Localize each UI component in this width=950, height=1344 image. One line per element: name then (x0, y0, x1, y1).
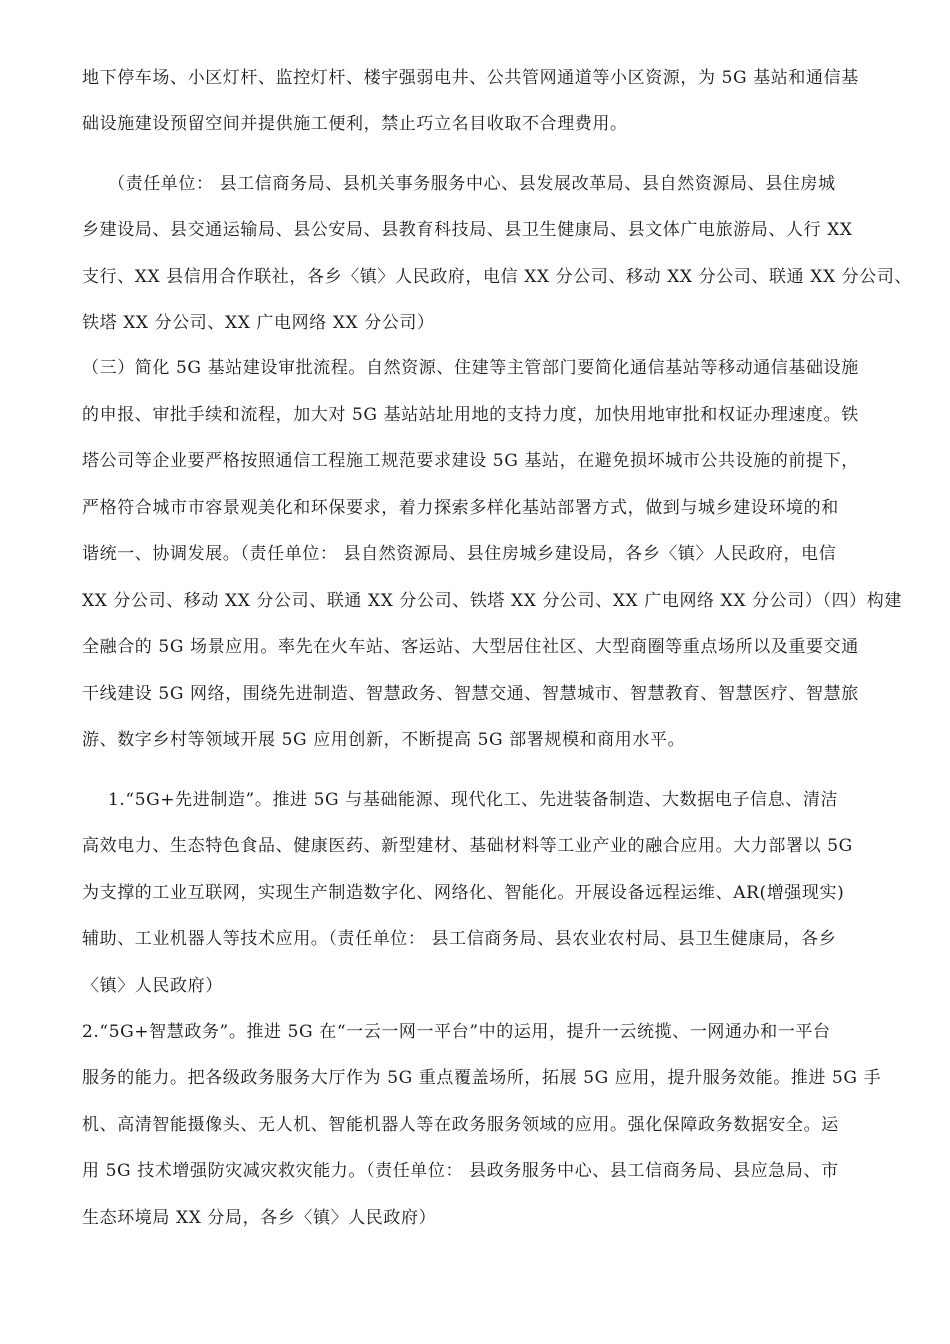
text-line: （三）简化 5G 基站建设审批流程。自然资源、住建等主管部门要简化通信基站等移动通信基础设施 (82, 358, 859, 378)
text-line: 用 5G 技术增强防灾减灾救灾能力。（责任单位： 县政务服务中心、县工信商务局、县应急局、市 (82, 1161, 839, 1181)
text-line: 高效电力、生态特色食品、健康医药、新型建材、基础材料等工业产业的融合应用。大力部署以 5G (82, 836, 853, 856)
text-line: 的申报、审批手续和流程，加大对 5G 基站站址用地的支持力度，加快用地审批和权证办理速度。铁 (82, 405, 859, 425)
text-line: （责任单位： 县工信商务局、县机关事务服务中心、县发展改革局、县自然资源局、县住房城 (108, 174, 836, 194)
text-line: 〈镇〉人民政府） (82, 976, 223, 996)
text-line: 谐统一、协调发展。（责任单位： 县自然资源局、县住房城乡建设局，各乡〈镇〉人民政府，电信 (82, 544, 837, 564)
text-line: 铁塔 XX 分公司、XX 广电网络 XX 分公司） (82, 313, 435, 333)
text-line: 辅助、工业机器人等技术应用。（责任单位： 县工信商务局、县农业农村局、县卫生健康局，各乡 (82, 929, 837, 949)
text-line: 塔公司等企业要严格按照通信工程施工规范要求建设 5G 基站，在避免损坏城市公共设施的前提下， (82, 451, 859, 471)
text-line: 严格符合城市市容景观美化和环保要求，着力探索多样化基站部署方式，做到与城乡建设环境的和 (82, 498, 839, 518)
text-line: 地下停车场、小区灯杆、监控灯杆、楼宇强弱电井、公共管网通道等小区资源，为 5G 基站和通信基 (82, 68, 859, 88)
text-line: 服务的能力。把各级政务服务大厅作为 5G 重点覆盖场所，拓展 5G 应用，提升服务效能。推进 5G 手 (82, 1068, 882, 1088)
text-line: 为支撑的工业互联网，实现生产制造数字化、网络化、智能化。开展设备远程运维、AR(增强现实) (82, 883, 845, 903)
text-line: XX 分公司、移动 XX 分公司、联通 XX 分公司、铁塔 XX 分公司、XX 广电网络 XX 分公司）（四）构建 (82, 591, 902, 611)
text-line: 支行、XX 县信用合作联社，各乡〈镇〉人民政府，电信 XX 分公司、移动 XX 分公司、联通 XX 分公司、 (82, 267, 913, 287)
text-line: 游、数字乡村等领域开展 5G 应用创新，不断提高 5G 部署规模和商用水平。 (82, 730, 686, 750)
text-line: 生态环境局 XX 分局，各乡〈镇〉人民政府） (82, 1208, 437, 1228)
text-line: 2.“5G+智慧政务”。推进 5G 在“一云一网一平台”中的运用，提升一云统揽、一网通办和一平台 (82, 1022, 831, 1042)
text-line: 础设施建设预留空间并提供施工便利，禁止巧立名目收取不合理费用。 (82, 114, 628, 134)
text-line: 1.“5G+先进制造”。推进 5G 与基础能源、现代化工、先进装备制造、大数据电子信息、清洁 (108, 790, 839, 810)
text-line: 全融合的 5G 场景应用。率先在火车站、客运站、大型居住社区、大型商圈等重点场所以及重要交通 (82, 637, 859, 657)
text-line: 机、高清智能摄像头、无人机、智能机器人等在政务服务领域的应用。强化保障政务数据安全。运 (82, 1115, 839, 1135)
text-line: 乡建设局、县交通运输局、县公安局、县教育科技局、县卫生健康局、县文体广电旅游局、人行 XX (82, 220, 853, 240)
text-line: 干线建设 5G 网络，围绕先进制造、智慧政务、智慧交通、智慧城市、智慧教育、智慧医疗、智慧旅 (82, 684, 859, 704)
